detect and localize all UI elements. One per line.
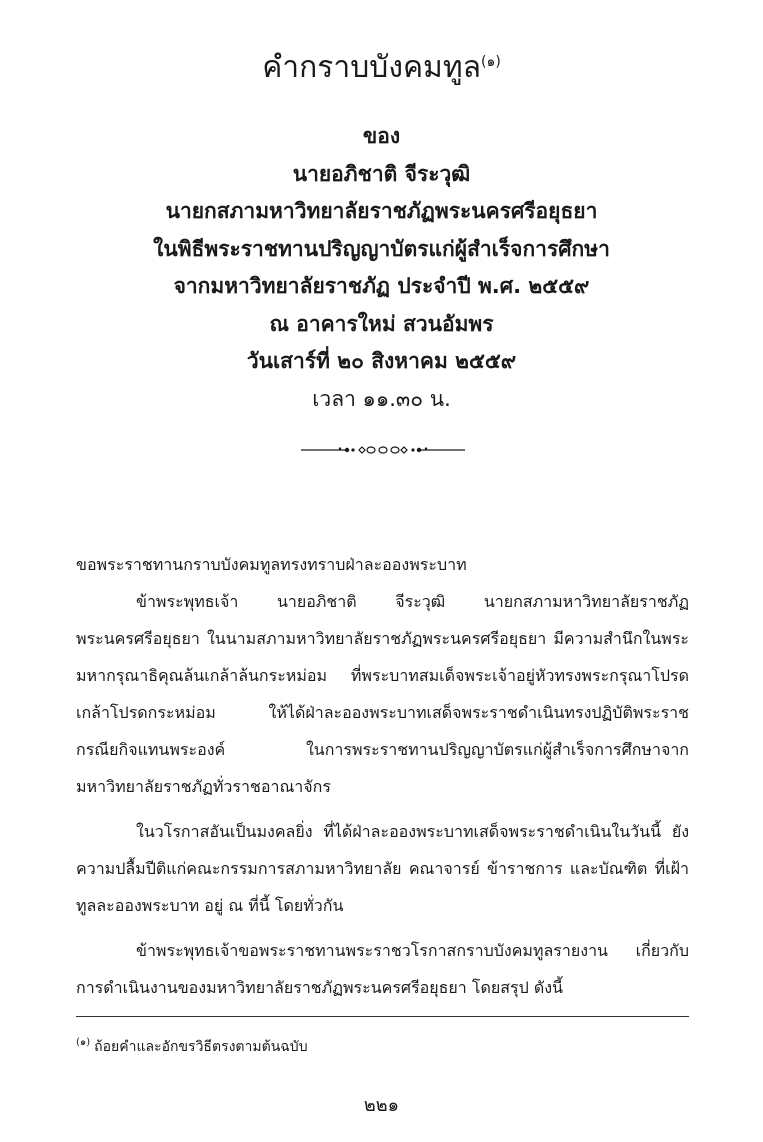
ornament-divider (299, 440, 467, 460)
body-paragraph-text: ข้าพระพุทธเจ้าขอพระราชทานพระราชวโรกาสกราบบังคมทูลรายงาน เกี่ยวกับการดำเนินงานของมหาวิทยาลัยราชภัฏพระนครศรีอยุธยา โดยสรุป ดังนี้ (76, 941, 689, 997)
heading-line-time: เวลา ๑๑.๓๐ น. (312, 386, 451, 411)
footnote-marker: (๑) (76, 1037, 91, 1049)
footnote (76, 1036, 308, 1058)
heading-line-venue: ณ อาคารใหม่ สวนอัมพร (269, 311, 494, 336)
heading-block (0, 118, 763, 418)
heading-line-of: ของ (362, 124, 401, 148)
title-footnote-marker: (๑) (480, 54, 501, 70)
document-title (0, 48, 763, 88)
footnote-separator (76, 1016, 689, 1017)
body-paragraph (76, 813, 689, 924)
footnote-text: ถ้อยคำและอักขรวิธีตรงตามต้นฉบับ (94, 1039, 308, 1055)
speech-body (76, 546, 689, 1006)
title-text: คำกราบบังคมทูล (262, 50, 481, 85)
body-paragraph (76, 583, 689, 805)
body-paragraph-text: ในวโรกาสอันเป็นมงคลยิ่ง ที่ได้ฝ่าละอองพระบาทเสด็จพระราชดำเนินในวันนี้ ยังความปลื้มปีติแก่คณะกรรมการสภามหาวิทยาลัย คณาจารย์ ข้าราชการ และบัณฑิต ที่เฝ้าทูลละอองพระบาท อยู่ ณ ที่นี้ โดยทั่วกัน (76, 822, 689, 915)
heading-line-speaker-name: นายอภิชาติ จีระวุฒิ (292, 161, 471, 186)
page-number: ๒๒๑ (363, 1095, 400, 1116)
heading-line-speaker-position: นายกสภามหาวิทยาลัยราชภัฏพระนครศรีอยุธยา (165, 199, 598, 223)
heading-line-ceremony: ในพิธีพระราชทานปริญญาบัตรแก่ผู้สำเร็จการศึกษา (153, 236, 610, 261)
heading-line-university-year: จากมหาวิทยาลัยราชภัฏ ประจำปี พ.ศ. ๒๕๕๙ (173, 274, 590, 298)
salutation: ขอพระราชทานกราบบังคมทูลทรงทราบฝ่าละอองพระบาท (76, 555, 467, 574)
body-paragraph (76, 932, 689, 1006)
heading-line-date: วันเสาร์ที่ ๒๐ สิงหาคม ๒๕๕๙ (246, 349, 517, 373)
body-paragraph-text: ข้าพระพุทธเจ้า นายอภิชาติ จีระวุฒิ นายกสภามหาวิทยาลัยราชภัฏพระนครศรีอยุธยา ในนามสภามหาวิทยาลัยราชภัฏพระนครศรีอยุธยา มีความสำนึกในพระมหากรุณาธิคุณล้นเกล้าล้นกระหม่อม ที่พระบาทสมเด็จพระเจ้าอยู่หัวทรงพระกรุณาโปรดเกล้าโปรดกระหม่อม ให้ได้ฝ่าละอองพระบาทเสด็จพระราชดำเนินทรงปฏิบัติพระราชกรณียกิจแทนพระองค์ ในการพระราชทานปริญญาบัตรแก่ผู้สำเร็จการศึกษาจากมหาวิทยาลัยราชภัฏทั่วราชอาณาจักร (76, 592, 689, 796)
